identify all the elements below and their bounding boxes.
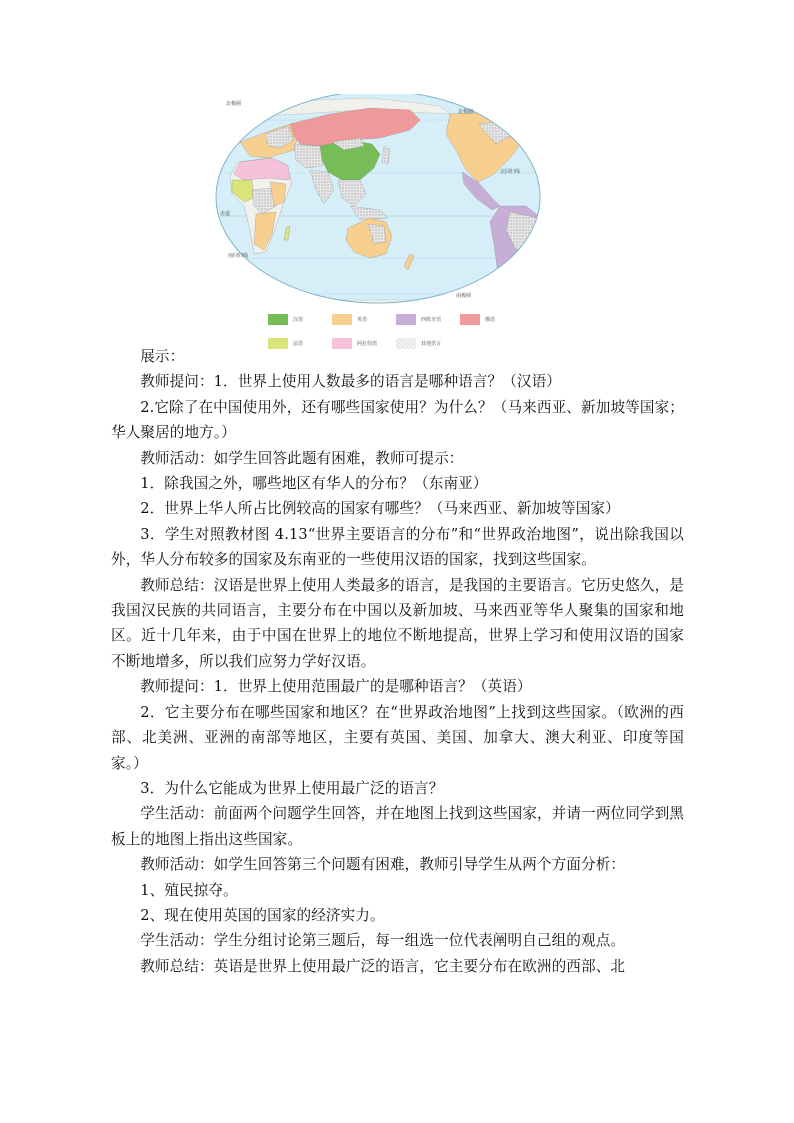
map-legend-row-1: [268, 314, 524, 325]
paragraph-teacher-activity: 教师活动：如学生回答此题有困难，教师可提示：: [140, 449, 464, 467]
paragraph-student-activity-1: 学生活动：前面两个问题学生回答，并在地图上找到这些国家，并请一两位同学到黑板上的地图上指出这些国家。: [111, 805, 684, 848]
legend-swatch: [460, 314, 480, 325]
tropic-of-cancer-label: 北回归线: [500, 169, 521, 175]
paragraph-teacher-question-1: 教师提问：1．世界上使用人数最多的语言是哪种语言？（汉语）: [140, 373, 561, 391]
world-language-map: [210, 94, 550, 360]
paragraph-question-english-3: 3．为什么它能成为世界上使用最广泛的语言？: [140, 779, 444, 797]
paragraph-teacher-activity-2: 教师活动：如学生回答第三个问题有困难，教师引导学生从两个方面分析：: [140, 856, 626, 874]
arctic-circle-label-left: 北极圈: [226, 101, 242, 107]
paragraph-hint-3: 3．学生对照教材图 4.13“世界主要语言的分布”和“世界政治地图”，说出除我国以外，华人分布较多的国家及东南亚的一些使用汉语的国家，找到这些国家。: [111, 525, 684, 569]
legend-label: 英语: [357, 317, 368, 323]
paragraph-teacher-summary-english: 教师总结：英语是世界上使用最广泛的语言，它主要分布在欧洲的西部、北: [140, 957, 626, 975]
legend-item-english: [332, 314, 396, 325]
legend-swatch: [268, 314, 288, 325]
arctic-circle-label-right: 北极圈: [458, 109, 474, 115]
legend-item-chinese: [268, 314, 332, 325]
paragraph-reason-2: 2、现在使用英国的国家的经济实力。: [140, 906, 385, 924]
legend-swatch: [396, 314, 416, 325]
paragraph-hint-2: 2．世界上华人所占比例较高的国家有哪些？（马来西亚、新加坡等国家）: [140, 500, 620, 518]
paragraph-display: 展示：: [140, 348, 185, 365]
paragraph-hint-1: 1．除我国之外，哪些地区有华人的分布？（东南亚）: [140, 475, 488, 493]
legend-label: 西班牙语: [421, 317, 442, 323]
antarctic-circle-label: 南极圈: [456, 293, 472, 299]
legend-item-spanish: [396, 314, 460, 325]
paragraph-question-2: 2.它除了在中国使用外，还有哪些国家使用？为什么？（马来西亚、新加坡等国家；华人聚居的地方。）: [111, 398, 684, 442]
equator-label: 赤道: [220, 211, 231, 217]
tropic-of-capricorn-label: 南回归线: [228, 253, 249, 259]
paragraph-teacher-summary-chinese: 教师总结：汉语是世界上使用人类最多的语言，是我国的主要语言。它历史悠久，是我国汉民族的共同语言，主要分布在中国以及新加坡、马来西亚等华人聚集的国家和地区。近十几年来，由于中国在世界上的地位不断地提高，世界上学习和使用汉语的国家不断地增多，所以我们应努力学好汉语。: [111, 576, 684, 670]
lesson-text: [111, 344, 684, 979]
legend-label: 其他语言: [421, 341, 442, 347]
legend-label: 汉语: [293, 317, 304, 323]
legend-label: 俄语: [485, 317, 496, 323]
legend-label: 法语: [293, 341, 304, 347]
paragraph-reason-1: 1、殖民掠夺。: [140, 881, 238, 899]
legend-item-russian: [460, 314, 524, 325]
paragraph-student-activity-2: 学生活动：学生分组讨论第三题后，每一组选一位代表阐明自己组的观点。: [140, 932, 626, 950]
paragraph-question-english-2: 2．它主要分布在哪些国家和地区？在“世界政治地图”上找到这些国家。（欧洲的西部、北美洲、亚洲的南部等地区，主要有英国、美国、加拿大、澳大利亚、印度等国家。）: [111, 703, 684, 772]
legend-label: 阿拉伯语: [357, 341, 378, 347]
paragraph-teacher-question-english: 教师提问：1．世界上使用范围最广的是哪种语言？（英语）: [140, 678, 532, 696]
legend-swatch: [332, 314, 352, 325]
